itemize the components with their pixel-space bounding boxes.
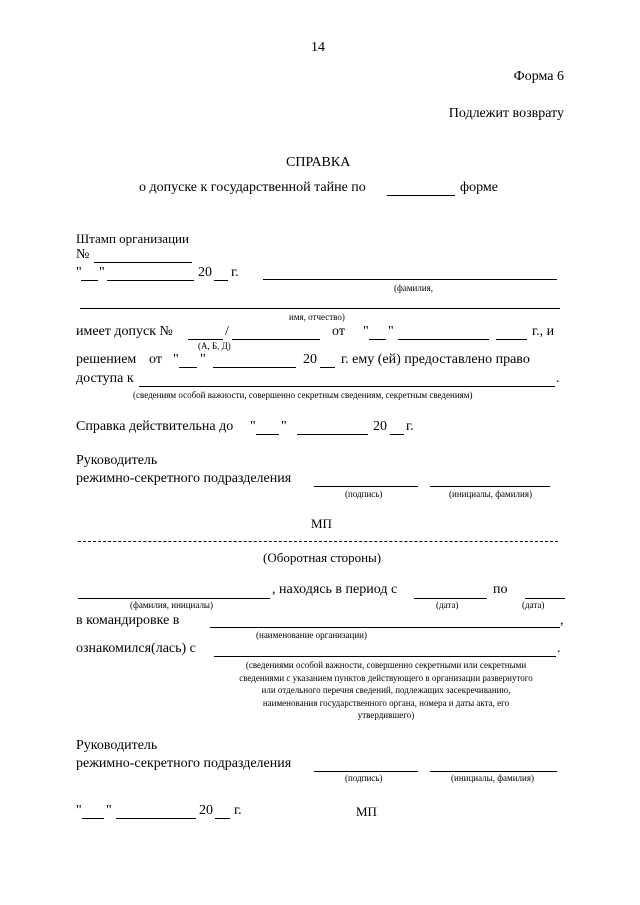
subtitle-after: форме: [460, 180, 498, 195]
signature-caption-back: (подпись): [345, 773, 383, 783]
stamp-day-blank: [81, 280, 98, 281]
back-fio-caption: (фамилия, инициалы): [130, 600, 213, 610]
stamp-year-blank: [214, 280, 228, 281]
initials-caption: (инициалы, фамилия): [449, 489, 532, 499]
decision-day-blank: [179, 367, 197, 368]
cut-line: [78, 541, 558, 542]
reverse-side-label: (Оборотная стороны): [263, 550, 382, 565]
document-title: СПРАВКА: [286, 155, 351, 170]
signature-blank-back: [314, 771, 418, 772]
mission-org-blank: [210, 627, 560, 628]
back-fio-blank: [78, 598, 270, 599]
full-name-blank: [80, 308, 560, 309]
seal-mark: МП: [311, 516, 332, 531]
initials-blank-back: [430, 771, 557, 772]
back-date-from-caption: (дата): [436, 600, 459, 610]
back-date-to-caption: (дата): [522, 600, 545, 610]
back-day-blank: [82, 818, 104, 819]
decision-month-blank: [213, 367, 296, 368]
signature-blank: [314, 486, 418, 487]
head-department: режимно-секретного подразделения: [76, 471, 292, 486]
return-note: Подлежит возврату: [448, 106, 564, 121]
access-month-blank: [398, 339, 489, 340]
decision-year-blank: [320, 367, 335, 368]
surname-caption: (фамилия,: [394, 283, 434, 293]
validity-day-blank: [256, 434, 279, 435]
mission-label: в командировке в: [76, 613, 180, 628]
surname-blank: [263, 279, 557, 280]
back-date-to-blank: [525, 598, 565, 599]
back-year-blank: [215, 818, 230, 819]
name-caption: имя, отчество): [289, 312, 345, 322]
access-to-caption: (сведениям особой важности, совершенно секретным сведениям, секретным сведениям): [133, 390, 473, 400]
stamp-number-blank: [94, 262, 192, 263]
head-title-back: Руководитель: [76, 738, 158, 753]
validity-month-blank: [297, 434, 368, 435]
access-to-label: доступа к: [76, 371, 134, 386]
mission-org-caption: (наименование организации): [256, 630, 367, 640]
access-forms-caption: (А, Б, Д): [198, 341, 231, 351]
initials-caption-back: (инициалы, фамилия): [451, 773, 534, 783]
back-month-blank: [116, 818, 196, 819]
familiarized-label: ознакомился(лась) с: [76, 641, 196, 656]
page-number: 14: [311, 40, 325, 55]
familiarized-blank: [214, 656, 556, 657]
access-day-blank: [369, 339, 386, 340]
access-number-blank: [188, 339, 223, 340]
access-form-blank: [232, 339, 320, 340]
access-year-blank: [496, 339, 527, 340]
form-type-blank: [387, 195, 455, 196]
stamp-label: Штамп организации: [76, 231, 189, 246]
head-department-back: режимно-секретного подразделения: [76, 756, 292, 771]
initials-blank: [430, 486, 550, 487]
stamp-number-sign: №: [76, 247, 90, 262]
signature-caption: (подпись): [345, 489, 383, 499]
seal-mark-back: МП: [356, 804, 377, 819]
form-label: Форма 6: [513, 69, 564, 84]
subtitle-before: о допуске к государственной тайне по: [139, 180, 366, 195]
familiarized-caption: (сведениями особой важности, совершенно секретными или секретными сведениями с указанием пунктов действующего в организации развернутого или отдельного перечня сведений, подлежащих засекречиванию, наименования государственного органа, номера и даты акта, его утвердившего): [239, 660, 533, 720]
stamp-month-blank: [107, 280, 194, 281]
validity-year-blank: [390, 434, 404, 435]
access-to-blank: [139, 386, 555, 387]
head-title: Руководитель: [76, 453, 158, 468]
back-date-from-blank: [414, 598, 487, 599]
